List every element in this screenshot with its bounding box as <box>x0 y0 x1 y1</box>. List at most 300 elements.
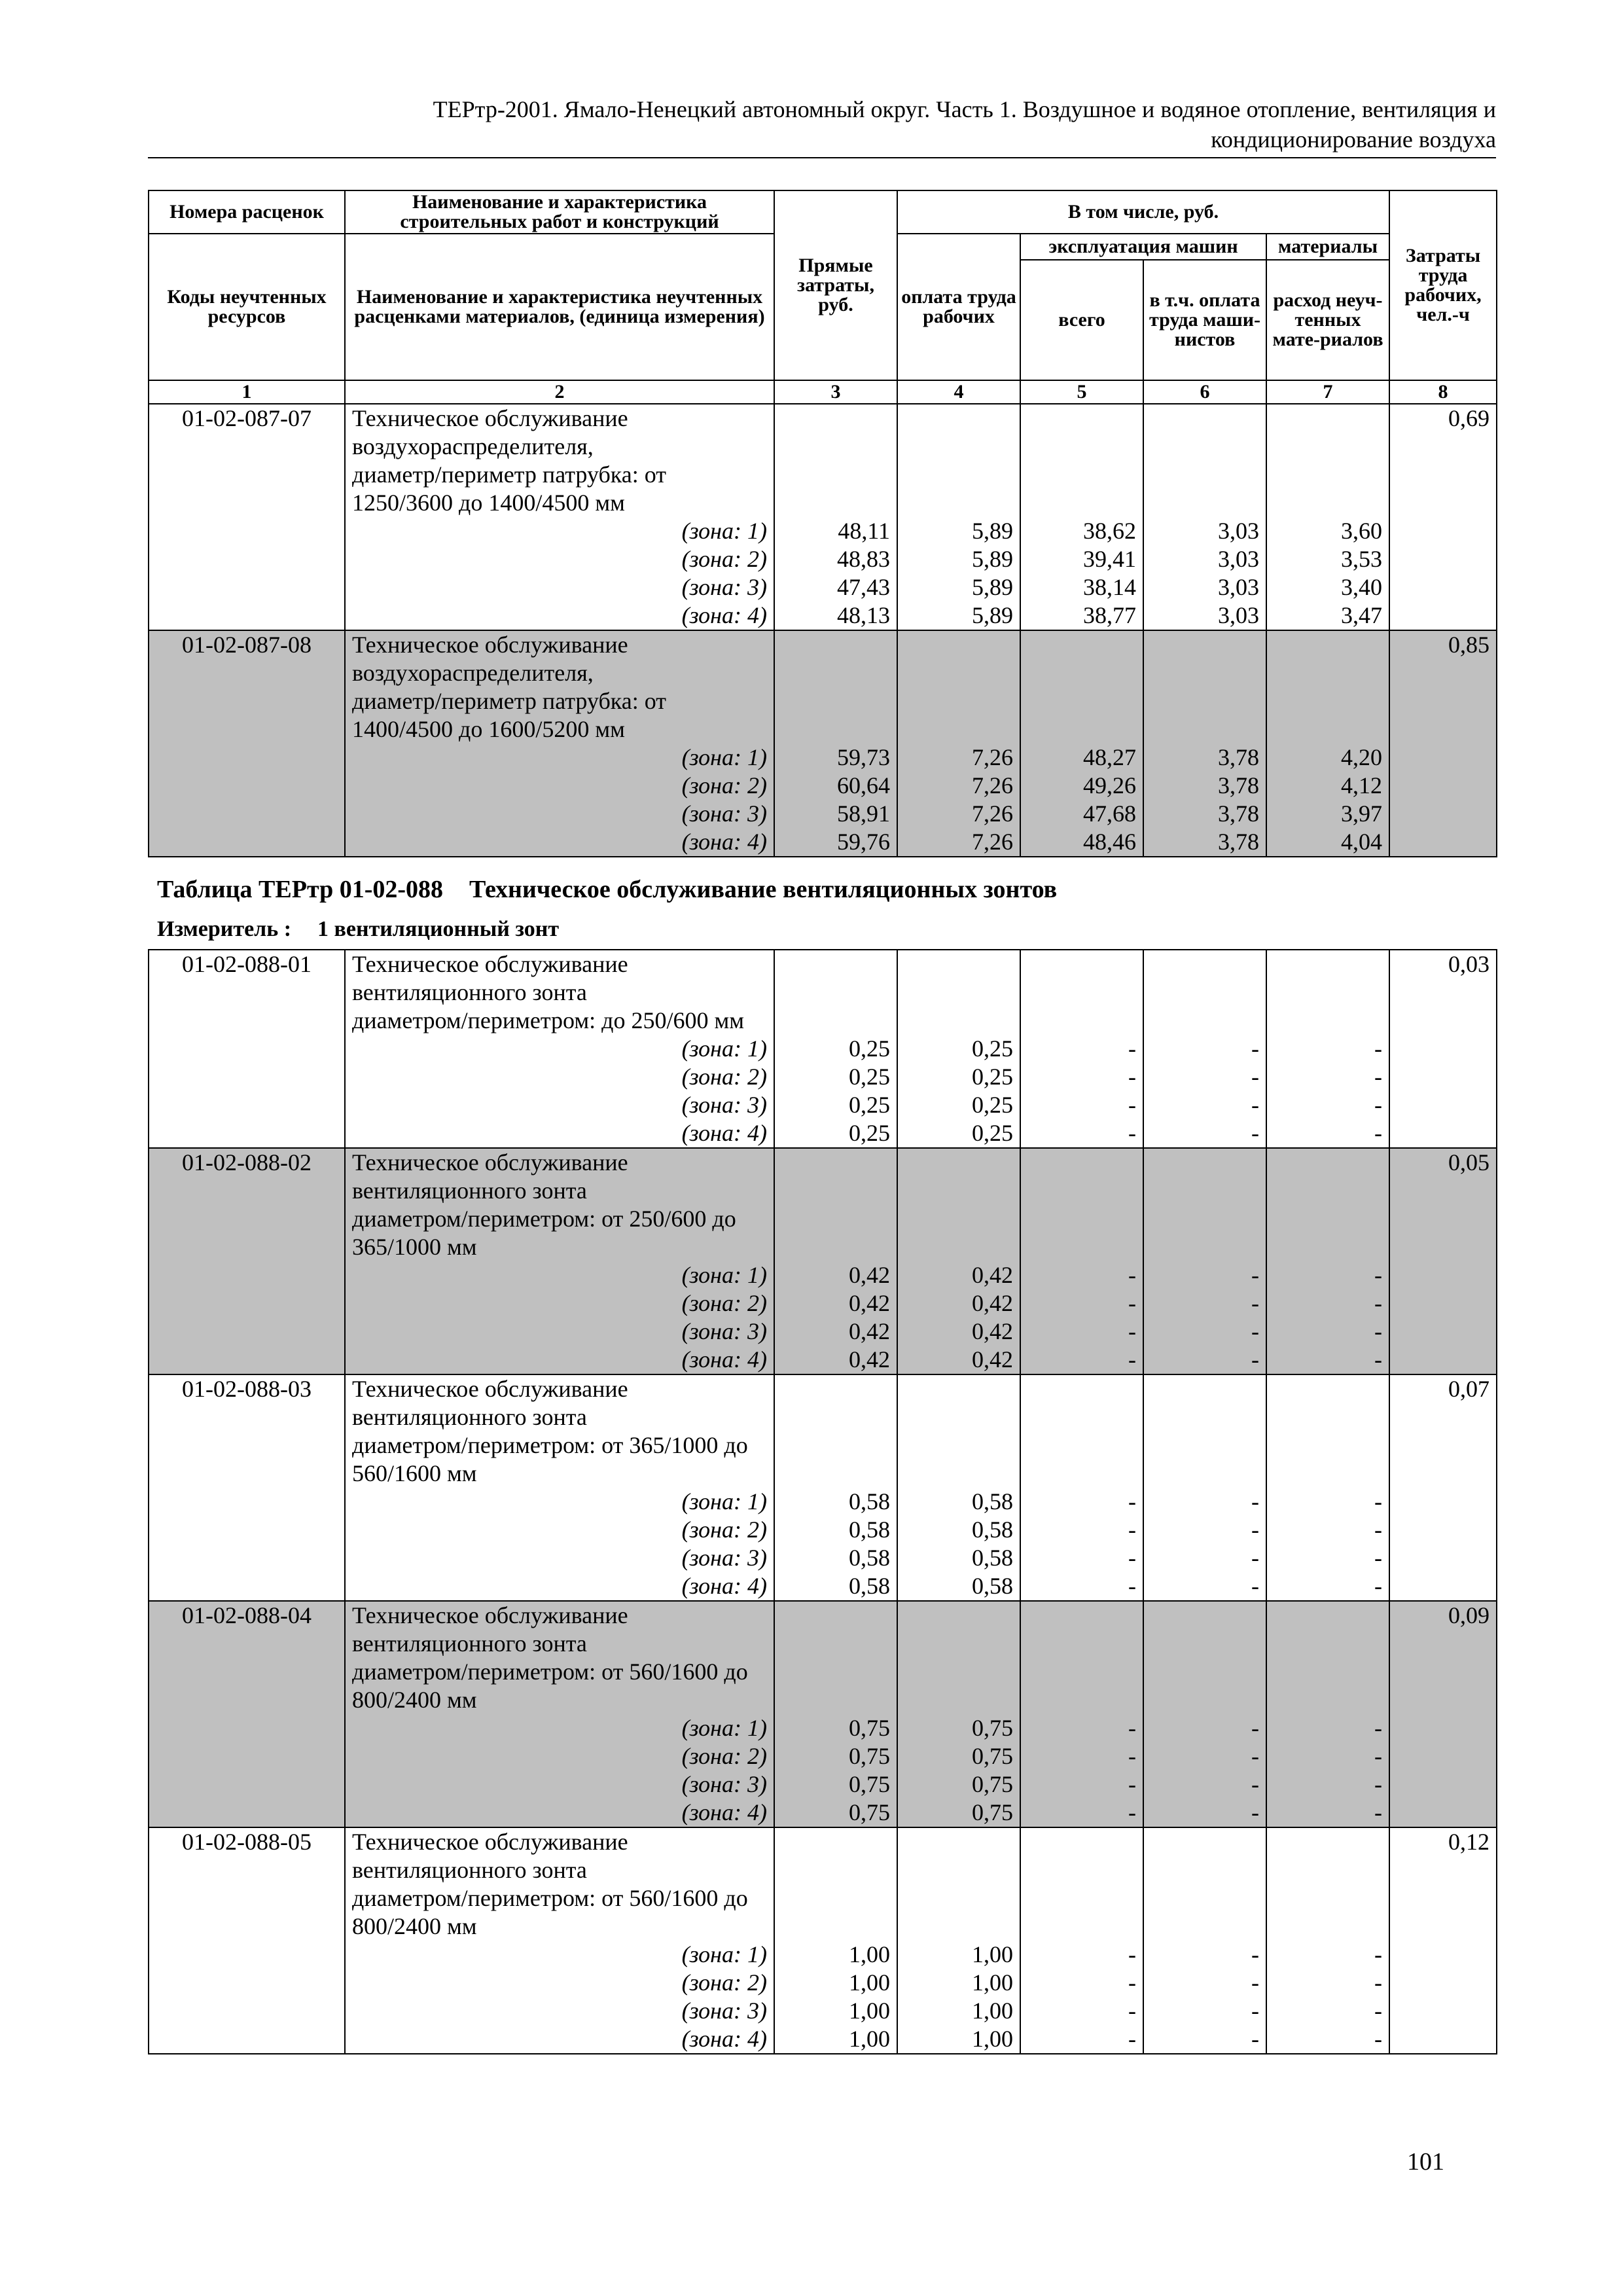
zone-row <box>149 1941 1497 1969</box>
table-row <box>149 1912 1497 1941</box>
empty-cell <box>149 433 345 461</box>
price-value: 0,25 <box>774 1063 897 1091</box>
empty-cell <box>149 800 345 828</box>
price-value: 0,75 <box>897 1742 1020 1770</box>
empty-cell <box>1389 1516 1497 1544</box>
work-name-line: вентиляционного зонта <box>345 1630 774 1658</box>
price-value: - <box>1020 1091 1143 1119</box>
empty-cell <box>1389 1997 1497 2025</box>
empty-cell <box>1020 489 1143 517</box>
price-value: 5,89 <box>897 601 1020 630</box>
empty-cell <box>149 1941 345 1969</box>
price-value: 0,58 <box>774 1488 897 1516</box>
empty-cell <box>1389 461 1497 489</box>
empty-cell <box>1389 1460 1497 1488</box>
zone-row <box>149 573 1497 601</box>
empty-cell <box>1020 1374 1143 1403</box>
empty-cell <box>1020 1431 1143 1460</box>
empty-cell <box>1389 1770 1497 1799</box>
empty-cell <box>149 1119 345 1148</box>
table-row <box>149 1601 1497 1630</box>
empty-cell <box>774 630 897 659</box>
work-name-line: диаметром/периметром: от 250/600 до <box>345 1205 774 1233</box>
empty-cell <box>1020 1205 1143 1233</box>
price-value: 0,75 <box>897 1799 1020 1827</box>
empty-cell <box>149 1969 345 1997</box>
empty-cell <box>1389 744 1497 772</box>
header-materials-consumption: расход неуч-тенных мате-риалов <box>1266 260 1389 380</box>
empty-cell <box>149 1572 345 1601</box>
price-value: - <box>1143 1714 1266 1742</box>
empty-cell <box>1143 687 1266 715</box>
price-value: 0,58 <box>897 1488 1020 1516</box>
empty-cell <box>1389 1261 1497 1289</box>
price-value: - <box>1143 1091 1266 1119</box>
zone-row <box>149 545 1497 573</box>
table-label: Таблица ТЕРтр 01-02-088 <box>157 876 444 903</box>
price-value: 0,25 <box>897 1119 1020 1148</box>
empty-cell <box>1020 404 1143 433</box>
empty-cell <box>1143 461 1266 489</box>
price-value: - <box>1266 1572 1389 1601</box>
empty-cell <box>149 489 345 517</box>
empty-cell <box>149 1091 345 1119</box>
rate-code: 01-02-088-04 <box>149 1601 345 1630</box>
empty-cell <box>1020 1827 1143 1856</box>
table-row <box>149 630 1497 659</box>
price-value: 3,78 <box>1143 772 1266 800</box>
empty-cell <box>1020 950 1143 978</box>
zone-row <box>149 1997 1497 2025</box>
work-name-line: 800/2400 мм <box>345 1686 774 1714</box>
price-value: - <box>1020 1544 1143 1572</box>
zone-label: (зона: 2) <box>345 1742 774 1770</box>
price-value: - <box>1020 1119 1143 1148</box>
empty-cell <box>1143 1912 1266 1941</box>
empty-cell <box>149 1686 345 1714</box>
table-row <box>149 489 1497 517</box>
labor-value: 0,12 <box>1389 1827 1497 1856</box>
empty-cell <box>1020 1856 1143 1884</box>
empty-cell <box>1143 1205 1266 1233</box>
price-value: 4,04 <box>1266 828 1389 857</box>
zone-label: (зона: 4) <box>345 1572 774 1601</box>
table-row <box>149 1630 1497 1658</box>
empty-cell <box>1143 489 1266 517</box>
table-header <box>149 190 1497 404</box>
price-value: 1,00 <box>774 1997 897 2025</box>
zone-label: (зона: 3) <box>345 1544 774 1572</box>
price-value: 0,42 <box>774 1318 897 1346</box>
empty-cell <box>897 687 1020 715</box>
empty-cell <box>774 1177 897 1205</box>
empty-cell <box>897 1884 1020 1912</box>
empty-cell <box>1389 1799 1497 1827</box>
empty-cell <box>1143 1374 1266 1403</box>
header-including: В том числе, руб. <box>897 190 1389 234</box>
zone-row <box>149 1035 1497 1063</box>
work-name-line: Техническое обслуживание <box>345 1374 774 1403</box>
empty-cell <box>149 978 345 1007</box>
empty-cell <box>149 828 345 857</box>
price-value: - <box>1143 1346 1266 1374</box>
zone-label: (зона: 1) <box>345 1035 774 1063</box>
empty-cell <box>149 461 345 489</box>
zone-row <box>149 1544 1497 1572</box>
column-number: 2 <box>345 380 774 404</box>
table-row <box>149 1827 1497 1856</box>
empty-cell <box>1143 1686 1266 1714</box>
header-machine-wages: в т.ч. оплата труда маши-нистов <box>1143 260 1266 380</box>
rate-code: 01-02-088-03 <box>149 1374 345 1403</box>
empty-cell <box>1389 573 1497 601</box>
zone-label: (зона: 3) <box>345 1091 774 1119</box>
price-value: 1,00 <box>897 2025 1020 2054</box>
empty-cell <box>774 1205 897 1233</box>
price-value: 0,42 <box>774 1289 897 1318</box>
table-row <box>149 1460 1497 1488</box>
price-value: - <box>1143 1572 1266 1601</box>
price-value: - <box>1266 1091 1389 1119</box>
work-name-line: Техническое обслуживание <box>345 630 774 659</box>
labor-value: 0,03 <box>1389 950 1497 978</box>
rate-code: 01-02-087-08 <box>149 630 345 659</box>
empty-cell <box>1389 1091 1497 1119</box>
empty-cell <box>1266 433 1389 461</box>
empty-cell <box>149 1488 345 1516</box>
empty-cell <box>1389 1318 1497 1346</box>
zone-label: (зона: 2) <box>345 1063 774 1091</box>
empty-cell <box>1389 2025 1497 2054</box>
work-name-line: 800/2400 мм <box>345 1912 774 1941</box>
column-number: 7 <box>1266 380 1389 404</box>
price-value: 1,00 <box>774 1941 897 1969</box>
empty-cell <box>149 1289 345 1318</box>
empty-cell <box>1020 1233 1143 1261</box>
zone-row <box>149 1799 1497 1827</box>
empty-cell <box>1266 1884 1389 1912</box>
zone-row <box>149 1488 1497 1516</box>
work-name-line: диаметром/периметром: от 560/1600 до <box>345 1884 774 1912</box>
price-value: - <box>1143 2025 1266 2054</box>
empty-cell <box>149 1856 345 1884</box>
empty-cell <box>1266 659 1389 687</box>
price-value: - <box>1143 1318 1266 1346</box>
empty-cell <box>1020 1686 1143 1714</box>
table-row <box>149 1007 1497 1035</box>
empty-cell <box>149 1431 345 1460</box>
price-value: - <box>1020 1997 1143 2025</box>
zone-label: (зона: 3) <box>345 1770 774 1799</box>
price-value: 48,13 <box>774 601 897 630</box>
price-value: 7,26 <box>897 800 1020 828</box>
empty-cell <box>1143 1233 1266 1261</box>
table-row <box>149 659 1497 687</box>
empty-cell <box>897 659 1020 687</box>
price-value: - <box>1020 1318 1143 1346</box>
empty-cell <box>1389 772 1497 800</box>
empty-cell <box>1266 1233 1389 1261</box>
price-value: - <box>1143 1516 1266 1544</box>
price-value: 47,43 <box>774 573 897 601</box>
empty-cell <box>774 1601 897 1630</box>
empty-cell <box>774 1148 897 1177</box>
empty-cell <box>1389 800 1497 828</box>
page-number: 101 <box>1407 2148 1444 2176</box>
zone-label: (зона: 4) <box>345 1346 774 1374</box>
zone-label: (зона: 4) <box>345 1799 774 1827</box>
empty-cell <box>1389 1658 1497 1686</box>
column-number: 6 <box>1143 380 1266 404</box>
price-value: 5,89 <box>897 573 1020 601</box>
empty-cell <box>1389 601 1497 630</box>
empty-cell <box>1389 1941 1497 1969</box>
zone-label: (зона: 1) <box>345 517 774 545</box>
zone-row <box>149 1318 1497 1346</box>
empty-cell <box>149 1035 345 1063</box>
zone-label: (зона: 2) <box>345 545 774 573</box>
price-value: - <box>1266 1119 1389 1148</box>
price-value: 58,91 <box>774 800 897 828</box>
empty-cell <box>1020 630 1143 659</box>
zone-label: (зона: 4) <box>345 2025 774 2054</box>
empty-cell <box>897 1374 1020 1403</box>
price-value: 7,26 <box>897 828 1020 857</box>
empty-cell <box>1266 461 1389 489</box>
price-value: - <box>1266 1261 1389 1289</box>
price-value: 39,41 <box>1020 545 1143 573</box>
empty-cell <box>1389 1119 1497 1148</box>
empty-cell <box>897 1148 1020 1177</box>
table-caption <box>157 874 1057 905</box>
price-value: - <box>1143 1997 1266 2025</box>
price-value: 0,42 <box>897 1346 1020 1374</box>
zone-row <box>149 1742 1497 1770</box>
price-value: - <box>1143 1119 1266 1148</box>
labor-value: 0,69 <box>1389 404 1497 433</box>
empty-cell <box>149 1318 345 1346</box>
table-row <box>149 433 1497 461</box>
table-row <box>149 1686 1497 1714</box>
table-title: Техническое обслуживание вентиляционных зонтов <box>469 876 1058 903</box>
header-material-name: Наименование и характеристика неучтенных расценками материалов, (единица измерения) <box>345 234 774 380</box>
empty-cell <box>1389 1177 1497 1205</box>
zone-row <box>149 517 1497 545</box>
empty-cell <box>1389 1007 1497 1035</box>
empty-cell <box>1020 1630 1143 1658</box>
zone-row <box>149 1516 1497 1544</box>
empty-cell <box>774 1827 897 1856</box>
empty-cell <box>1143 1460 1266 1488</box>
price-value: - <box>1266 1544 1389 1572</box>
rates-table <box>148 190 1497 857</box>
price-value: - <box>1266 1770 1389 1799</box>
price-value: 0,58 <box>774 1516 897 1544</box>
empty-cell <box>774 1884 897 1912</box>
price-value: 0,58 <box>897 1544 1020 1572</box>
column-numbers-row <box>149 380 1497 404</box>
price-value: 49,26 <box>1020 772 1143 800</box>
table-row <box>149 1233 1497 1261</box>
empty-cell <box>1020 1007 1143 1035</box>
price-value: - <box>1020 1969 1143 1997</box>
empty-cell <box>774 1630 897 1658</box>
price-value: 3,03 <box>1143 545 1266 573</box>
table-row <box>149 1148 1497 1177</box>
price-value: 3,78 <box>1143 800 1266 828</box>
price-value: - <box>1266 1488 1389 1516</box>
table-row <box>149 978 1497 1007</box>
work-name-line: вентиляционного зонта <box>345 978 774 1007</box>
price-value: 3,03 <box>1143 517 1266 545</box>
price-value: 0,25 <box>897 1063 1020 1091</box>
empty-cell <box>149 687 345 715</box>
empty-cell <box>149 545 345 573</box>
empty-cell <box>1266 404 1389 433</box>
price-value: - <box>1143 1063 1266 1091</box>
empty-cell <box>1143 1431 1266 1460</box>
empty-cell <box>149 1007 345 1035</box>
labor-value: 0,07 <box>1389 1374 1497 1403</box>
price-value: - <box>1020 1770 1143 1799</box>
empty-cell <box>897 461 1020 489</box>
header-direct-costs: Прямые затраты, руб. <box>774 190 897 380</box>
price-value: 1,00 <box>774 1969 897 1997</box>
empty-cell <box>149 1912 345 1941</box>
empty-cell <box>149 517 345 545</box>
column-number: 3 <box>774 380 897 404</box>
header-rule <box>148 157 1496 158</box>
price-value: 48,27 <box>1020 744 1143 772</box>
table-row <box>149 1205 1497 1233</box>
empty-cell <box>774 1007 897 1035</box>
price-value: - <box>1266 2025 1389 2054</box>
empty-cell <box>774 715 897 744</box>
price-value: - <box>1020 1799 1143 1827</box>
header-resource-codes: Коды неучтенных ресурсов <box>149 234 345 380</box>
table-row <box>149 1431 1497 1460</box>
price-value: 0,42 <box>774 1346 897 1374</box>
price-value: - <box>1020 1261 1143 1289</box>
empty-cell <box>897 489 1020 517</box>
empty-cell <box>774 687 897 715</box>
empty-cell <box>897 1403 1020 1431</box>
price-value: - <box>1266 1997 1389 2025</box>
empty-cell <box>1143 715 1266 744</box>
empty-cell <box>1143 433 1266 461</box>
empty-cell <box>1266 630 1389 659</box>
column-number: 4 <box>897 380 1020 404</box>
work-name-line: Техническое обслуживание <box>345 1148 774 1177</box>
empty-cell <box>1389 1205 1497 1233</box>
price-value: - <box>1266 1799 1389 1827</box>
zone-label: (зона: 4) <box>345 828 774 857</box>
empty-cell <box>1143 1658 1266 1686</box>
empty-cell <box>1389 1544 1497 1572</box>
empty-cell <box>149 1233 345 1261</box>
table-row <box>149 1403 1497 1431</box>
work-name-line: диаметр/периметр патрубка: от <box>345 461 774 489</box>
price-value: - <box>1266 1318 1389 1346</box>
zone-row <box>149 1289 1497 1318</box>
price-value: 0,75 <box>774 1799 897 1827</box>
price-value: - <box>1143 1770 1266 1799</box>
empty-cell <box>897 978 1020 1007</box>
empty-cell <box>897 404 1020 433</box>
price-value: 0,42 <box>897 1261 1020 1289</box>
empty-cell <box>149 573 345 601</box>
work-name-line: диаметром/периметром: до 250/600 мм <box>345 1007 774 1035</box>
price-value: 7,26 <box>897 772 1020 800</box>
price-value: 38,62 <box>1020 517 1143 545</box>
table-row <box>149 404 1497 433</box>
empty-cell <box>897 1912 1020 1941</box>
price-value: 59,76 <box>774 828 897 857</box>
empty-cell <box>897 630 1020 659</box>
work-name-line: Техническое обслуживание <box>345 1827 774 1856</box>
empty-cell <box>1143 630 1266 659</box>
zone-label: (зона: 3) <box>345 1997 774 2025</box>
empty-cell <box>149 1742 345 1770</box>
zone-row <box>149 1572 1497 1601</box>
work-name-line: 1250/3600 до 1400/4500 мм <box>345 489 774 517</box>
empty-cell <box>1389 489 1497 517</box>
empty-cell <box>149 1544 345 1572</box>
empty-cell <box>1020 715 1143 744</box>
header-line-1: ТЕРтр-2001. Ямало-Ненецкий автономный округ. Часть 1. Воздушное и водяное отопление, вентиляция и <box>433 96 1496 122</box>
empty-cell <box>897 1177 1020 1205</box>
empty-cell <box>774 1912 897 1941</box>
price-value: - <box>1020 1063 1143 1091</box>
measure-label: Измеритель : <box>157 917 292 941</box>
empty-cell <box>1020 1403 1143 1431</box>
empty-cell <box>1020 461 1143 489</box>
empty-cell <box>1266 1912 1389 1941</box>
empty-cell <box>774 1374 897 1403</box>
empty-cell <box>1020 1601 1143 1630</box>
price-value: 0,58 <box>897 1572 1020 1601</box>
header-machine-total: всего <box>1020 260 1143 380</box>
table-row <box>149 715 1497 744</box>
empty-cell <box>1143 1148 1266 1177</box>
empty-cell <box>774 1686 897 1714</box>
empty-cell <box>1266 1686 1389 1714</box>
empty-cell <box>1389 1572 1497 1601</box>
empty-cell <box>149 1997 345 2025</box>
zone-row <box>149 800 1497 828</box>
empty-cell <box>1266 1177 1389 1205</box>
price-value: - <box>1143 1544 1266 1572</box>
empty-cell <box>149 1799 345 1827</box>
empty-cell <box>1389 715 1497 744</box>
empty-cell <box>897 1827 1020 1856</box>
price-value: 5,89 <box>897 545 1020 573</box>
empty-cell <box>1266 715 1389 744</box>
price-value: 1,00 <box>897 1941 1020 1969</box>
empty-cell <box>774 1460 897 1488</box>
price-value: 7,26 <box>897 744 1020 772</box>
empty-cell <box>774 1658 897 1686</box>
zone-row <box>149 1261 1497 1289</box>
empty-cell <box>1266 1460 1389 1488</box>
empty-cell <box>897 1658 1020 1686</box>
empty-cell <box>1389 1856 1497 1884</box>
price-value: 0,42 <box>774 1261 897 1289</box>
price-value: - <box>1020 1035 1143 1063</box>
hoods-table <box>148 949 1497 2054</box>
price-value: - <box>1266 1969 1389 1997</box>
zone-row <box>149 1770 1497 1799</box>
